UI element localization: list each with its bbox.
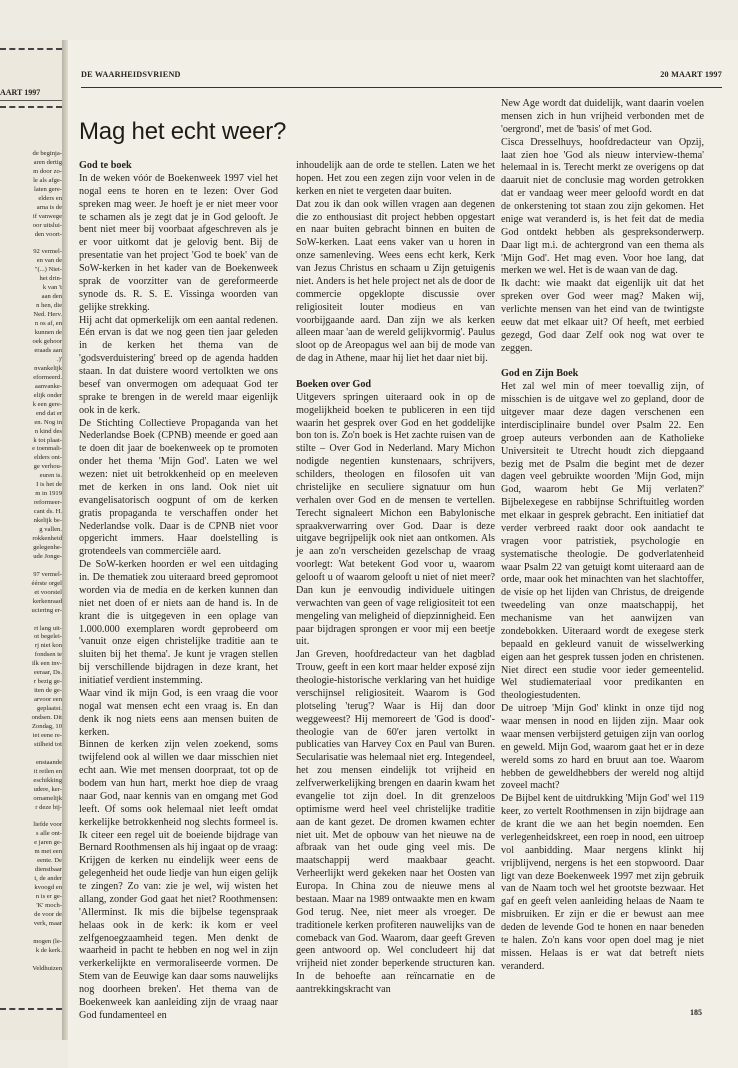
previous-page-line: ot begelei- — [33, 633, 62, 641]
paragraph: Jan Greven, hoofdredacteur van het dagblad Trouw, geeft in een kort maar helder exposé zijn theologie-historische verklaring van het huidige verschijnsel religiositeit. Waarom is God plotseling 'terug'? Waar is Hij dan door weggeweest? Hij memoreert de 'God is dood'-theologie van de 60'er jaren vertolkt in publicaties van Harvey Cox en Paul van Buren. Secularisatie was helemaal niet erg. Integendeel, het zou mensen eindelijk tot vrijheid en zelfverwerkelijking brengen en daarin kwam het evangelie tot zijn doel. In dit grenzeloos optimisme werd heel veel christelijke traditie aan de kant gezet. De dromen kwamen echter niet uit. Met de opbouw van het nieuwe na de afbraak van het oude ging veel mis. De maatschappij werd maakbaar geacht. Verheerlijkt werd gekeken naar het Oosten van Europa. In China zou de nieuwe mens al bestaan. Maar na 1989 ontwaakte men en kwam God terug. Nee, niet meer als vroeger. De traditionele kerken profiteren nauwelijks van de comeback van God. Waarom, daar geeft Greven geen antwoord op. Wel concludeert hij dat vrijheid niet zonder beperkende structuren kan. In de behoefte aan reïncarnatie en de aantrekkingskracht van — [296, 649, 495, 995]
paragraph: De SoW-kerken hoorden er wel een uitdaging in. De thematiek zou uiteraard breed gepromoot worden via de media en de kerken kunnen dan niet net doen of er niets aan de hand is. In de krant die is uitgegeven in een oplage van 1.000.000 exemplaren wordt geprobeerd om 'vanuit onze eigen christelijke traditie aan te sluiten bij het thema'. Je kunt je vragen stellen bij verschillende bijdragen in deze krant, het initiatief verdient instemming. — [79, 559, 278, 686]
paragraph: Waar vind ik mijn God, is een vraag die voor nogal wat mensen echt een vraag is. En dan denk ik nog niets eens aan mensen buiten de kerken. — [79, 687, 278, 738]
previous-page-line: eraads aan — [34, 346, 62, 354]
previous-page-line: k een gere- — [32, 400, 62, 408]
previous-page-line: geplaatst. — [36, 705, 62, 713]
previous-page-line: arna is de — [36, 203, 62, 211]
previous-page-line: eente. De — [37, 857, 62, 865]
paragraph: De Stichting Collectieve Propaganda van het Nederlandse Boek (CPNB) meende er goed aan te doen dit jaar de boekenweek op te promoten onder het thema 'Mijn God'. Laten we wel wezen: niet uit betrokkenheid op en meeleven met de kerken in ons land. Ook niet uit evangelisatorisch oogpunt of om de kerken gratis propaganda te verschaffen onder het Nederlandse volk. Daar is de CPNB niet voor opgericht immers. Haar doelstelling is grotendeels van commerciële aard. — [79, 417, 278, 558]
previous-page-header: AART 1997 — [0, 88, 41, 97]
magazine-name: DE WAARHEIDSVRIEND — [81, 70, 181, 79]
header-rule — [81, 87, 722, 88]
previous-page-line: n is er ge- — [35, 893, 62, 901]
previous-page-line: elders ont- — [33, 454, 62, 462]
previous-page-line: ge verhou- — [33, 463, 62, 471]
previous-page-line: éérste orgel — [31, 579, 62, 587]
paragraph-gap — [296, 366, 495, 379]
previous-page-line: et voorstel — [34, 588, 62, 596]
previous-page-line: nvankelijk — [34, 364, 62, 372]
paragraph-gap — [501, 356, 704, 369]
previous-page-line: Veldhuizen — [32, 964, 62, 972]
previous-page-line: iet eene re- — [32, 731, 62, 739]
issue-date: 20 MAART 1997 — [660, 70, 722, 79]
previous-page-line: k van 't — [42, 284, 62, 292]
previous-page-line: iten de ge- — [34, 687, 62, 695]
previous-page-line: oor uitslui- — [32, 221, 62, 229]
previous-page-line: euren is. — [39, 472, 62, 480]
previous-page-line: n os af, en — [34, 320, 62, 328]
previous-page-line: Zondag, 10 — [31, 723, 62, 730]
previous-page-line: nkelijk be- — [33, 517, 62, 525]
paragraph: Binnen de kerken zijn velen zoekend, soms twijfelend ook al willen we daar misschien niet echt aan. Wie met mensen doorpraat, tot op de bodem van hun hart, merkt hoe diep de vraag naar God, naar kennis van en omgang met God leeft. Of soms ook helemaal niet leeft omdat kerkelijke betrokkenheid nog slechts formeel is. Ik citeer een regel uit de boeiende bijdrage van Bernard Roothmensen als hij ingaat op de vraag: Krijgen de kerken nu eindelijk weer eens de gelegenheid het oude liedje van hun eigen gelijk te zingen? Zo van: zie je wel, wij wisten het allang, zonder God gaat het niet? Roothmensen: 'Allerminst. Ik mis die bijbelse tegenspraak helaas ook in de kerk: ik kom er veel zelfgenoegzaamheid tegen. Men denkt de waarheid in pacht te hebben en nog wel in zijn verkerkelijkte en vermoraliseerde vormen. De Stem van de Eeuwige kan daar soms nauwelijks nog doorheen breken'. Het thema van de Boekenweek kan aanleiding zijn de vraag naar God fundamenteel en — [79, 739, 278, 1021]
previous-page-line: mogen (le- — [33, 937, 62, 945]
previous-page-line: k tot plaat- — [33, 436, 62, 444]
previous-page-line: aanvanke- — [34, 382, 62, 390]
article-title: Mag het echt weer? — [79, 118, 287, 145]
previous-page-line: m door zo- — [33, 167, 62, 175]
previous-page-line: enstaande — [36, 758, 62, 766]
previous-page-line: n kind des — [34, 427, 62, 435]
previous-page-line: fondsen te — [34, 651, 62, 659]
paragraph: De Bijbel kent de uitdrukking 'Mijn God' wel 119 keer, zo vertelt Roothmensen in zijn bijdrage aan de krant die we aan het begin noemden. Een verlegenheidskreet, een roep in nood, een uitroep vol aanbidding. Maar nergens klinkt hij vrijblijvend, nergens is het een stopwoord. Daar ligt van deze Boekenweek 1997 met zijn gebruik van de Naam toch wel het grootste bezwaar. Het gaf en geeft velen aanleiding helaas de Naam te misbruiken. Er zijn er die er bewust aan mee deden de levende God te honen en naar beneden te halen. Zo'n kans voor open doel mag je niet missen. Helaas is er wat dat betreft niets veranderd. — [501, 793, 704, 972]
paragraph: In de weken vóór de Boekenweek 1997 viel het nogal eens te horen en te lezen: Over God spreken mag weer. Je hoeft je er niet meer voor te schamen als je zegt dat je in God gelooft. Je bent niet meer bij voorbaat afgeschreven als je er voor uitkomt dat je gelovig bent. Bij de presentatie van het project 'God te boek' van de SoW-kerken in het kader van de Boekenweek sprak de voorzitter van de gereformeerde synode ds. R. S. E. Vissinga woorden van gelijke strekking. — [79, 172, 278, 313]
previous-page-line: dienstbaar — [34, 866, 62, 874]
running-head — [81, 70, 722, 86]
previous-page-line: Ned. Herv. — [33, 311, 62, 319]
previous-page-line: het drin- — [39, 275, 62, 283]
previous-page-line: verk, maar — [33, 919, 62, 927]
previous-page-line: ondsen. Dit — [31, 714, 62, 722]
previous-page-line: eeraar, Ds. — [33, 669, 62, 677]
previous-page-line: ilk een inv- — [31, 660, 62, 668]
dashed-rule — [0, 1008, 62, 1010]
previous-page-line: m met een — [34, 848, 62, 856]
section-heading: Boeken over God — [296, 378, 372, 390]
previous-page-line: eformeerd. — [33, 373, 62, 381]
paragraph: New Age wordt dat duidelijk, want daarin voelen mensen zich in hun vrijheid verbonden met de 'oergrond', met de 'basis' of met God. — [501, 98, 704, 135]
magazine-page — [68, 40, 738, 1068]
previous-page-line: kvoogd en — [34, 884, 62, 892]
previous-page-line: gelegenhe- — [33, 543, 62, 551]
header-rule — [0, 100, 62, 101]
previous-page-line: aan den — [41, 293, 62, 301]
previous-page-line: rj niet kon — [34, 642, 62, 650]
article-column-1 — [79, 160, 278, 1023]
previous-page-line: oek gehoor — [32, 338, 62, 346]
previous-page-line — [0, 750, 62, 759]
paragraph: Ik dacht: wie maakt dat eigenlijk uit dat het spreken over God weer mag? Maken wij, verlichte mensen van het eind van de twintigste eeuw dat met elkaar uit? Of heeft, met eerbied gezegd, God daar Zelf ook nog wat over te zeggen. — [501, 278, 704, 354]
previous-page-line: 97 vermel- — [33, 570, 62, 578]
previous-page-line: k de kerk. — [35, 946, 62, 954]
previous-page-line: 92 vermel- — [33, 248, 62, 256]
previous-page-line: udere, ker- — [33, 785, 62, 793]
previous-page-line: kunnen de — [34, 329, 62, 337]
previous-page-line — [0, 240, 62, 249]
paragraph: Cisca Dresselhuys, hoofdredacteur van Opzij, laat zien hoe 'God als nieuw interview-thema' helemaal in is. Terecht merkt ze overigens op dat daaruit niet de conclusie mag worden getrokken dat er vandaag weer meer geloofd wordt en dat de onkerstening tot staan zou zijn gekomen. Het enige wat veranderd is, is het feit dat de media God ontdekt hebben als gespreksonderwerp. Daar ligt m.i. de achtergrond van een thema als 'Mijn God'. Het mag even. Voor hoe lang, dat merken we wel. Het is de waan van de dag. — [501, 136, 704, 277]
paragraph: Uitgevers springen uiteraard ook in op de mogelijkheid boeken te publiceren in een tijd waarin het gesprek over God en het goddelijke bon ton is. Zo'n boek is Het zachte ruisen van de stilte – Over God in Nederland. Mary Michon nodigde negentien kunstenaars, schrijvers, schilders, theologen en filosofen uit van christelijke en seculiere signatuur om hun verhalen over God en de mensen te vertellen. Terecht signaleert Michon een Babylonische spraakverwarring over God. Daar is deze uitgave begrijpelijk ook niet aan ontkomen. Als je aan zo'n verscheiden gezelschap de vraag voorlegt: Wat betekent God voor u, waarom gelooft u of waarom gelooft u niet of niet meer? Dan kun je eenvoudig individuele uitingen verwachten van geen of vage religiositeit tot een mengeling van meligheid of diepzinnigheid. Een paar bijdragen sprongen er voor mij een beetje uit. — [296, 391, 495, 648]
previous-page-line: en van de — [36, 257, 62, 265]
previous-page-line: cant ds. H. — [33, 508, 62, 516]
previous-page-line: .)' — [56, 355, 62, 363]
previous-page-line: r bezig ge- — [33, 678, 62, 686]
paragraph: inhoudelijk aan de orde te stellen. Laten we het hopen. Het zou een zegen zijn voor velen in de kerken en niet te vergeten daar buiten. — [296, 160, 495, 197]
previous-page-line — [0, 956, 62, 965]
article-column-3 — [501, 98, 704, 974]
previous-page-line: m in 1919 — [35, 490, 62, 498]
previous-page-line: end dat er — [36, 409, 62, 417]
previous-page-line: I is het de — [36, 481, 62, 489]
dashed-rule — [0, 106, 62, 108]
previous-page-line — [0, 562, 62, 571]
paragraph: Hij acht dat opmerkelijk om een aantal redenen. Eén ervan is dat we nog geen tien jaar geleden in de kerken het thema van de 'godsverduistering' breed op de agenda hadden staan. In dat duistere woord vertolkten we ons besef van onvermogen om adequaat God ter sprake te brengen in de wereld maar eigenlijk ook in de kerk. — [79, 314, 278, 416]
paragraph: De uitroep 'Mijn God' klinkt in onze tijd nog waar mensen in nood en lijden zijn. Maar ook waar mensen verbijsterd getuigen zijn van oorlog en geweld. Mijn God, waarom gaat het er in deze wereld soms zo hard en bruut aan toe. Waarom hebben de geweldhebbers der wereld nog altijd zoveel macht? — [501, 703, 704, 792]
previous-page-line: if vanwege — [32, 212, 62, 220]
previous-page-text — [0, 150, 62, 974]
previous-page-line: de beginja- — [32, 150, 62, 157]
previous-page-line — [0, 616, 62, 625]
previous-page-line: eschikking — [33, 776, 62, 784]
previous-page-line: elders en — [38, 194, 62, 202]
previous-page-line: g vallen. — [39, 526, 62, 534]
previous-page-line: s alle ont- — [35, 830, 62, 838]
previous-page-line — [0, 929, 62, 938]
previous-page-line: uciering er- — [31, 606, 62, 614]
previous-page-line: liefde voor — [33, 821, 62, 829]
previous-page-line: de voor de — [34, 911, 62, 919]
previous-page-fragment — [0, 40, 63, 1040]
previous-page-line: 'K' moch- — [36, 902, 62, 910]
previous-page-line: stilheid tot — [33, 740, 62, 748]
page-number: 185 — [690, 1008, 702, 1017]
previous-page-line: rt lang uit- — [34, 624, 62, 632]
article-column-2 — [296, 160, 495, 997]
dashed-rule — [0, 48, 62, 50]
previous-page-line: "(...) Niet- — [34, 266, 62, 274]
previous-page-line: kerkenraad — [32, 597, 62, 605]
previous-page-line: it reilen en — [33, 767, 62, 775]
previous-page-line: e toenmali- — [32, 445, 62, 453]
previous-page-line: le als afge- — [33, 176, 62, 184]
previous-page-line: arvoor een — [33, 696, 62, 704]
section-heading: God te boek — [79, 160, 132, 171]
paragraph: Het zal wel min of meer toevallig zijn, of misschien is de uitgave wel zo gepland, door de uitgever maar deze dagen verschenen een interdisciplinaire bundel over Psalm 22. Een groep auteurs verbonden aan de Katholieke Universiteit te Utrecht houdt zich diepgaand bezig met de Psalm die begint met de dezer dagen veel gebruikte woorden 'Mijn God, mijn God, waarom hebt Ge Mij verlaten?' Bijbelexegese en rabbijnse Schriftuitleg worden met elkaar in gesprek gebracht. Een initiatief dat verder verbreed raakt door ook aandacht te vragen voor patristiek, psychologie en systematische theologie. De godverlatenheid waar Psalm 22 van getuigt komt uiteraard aan de orde, maar ook het minachten van het slachtoffer, de visie op het lijden van Christus, de dreigende tweedeling van onze maatschappij, het mechanisme van het aanwijzen van zondebokken. Uiteraard wordt de exegese sterk bepaald en gekleurd vanuit de wisselwerking eigen aan het gesprek tussen joden en christenen. Niet direct een studie voor ieder gemeentelid. Wel studiemateriaal voor predikanten en theologiestudenten. — [501, 381, 704, 702]
previous-page-line: aren dertig — [33, 158, 62, 166]
previous-page-line: den voort- — [34, 230, 62, 238]
previous-page-line: laten gere- — [33, 185, 62, 193]
previous-page-line: elijk onder — [33, 391, 62, 399]
section-heading: God en Zijn Boek — [501, 368, 579, 380]
previous-page-line: rokkenheid — [32, 534, 62, 542]
paragraph: Dat zou ik dan ook willen vragen aan degenen die zo enthousiast dit project hebben opgestart en naar buiten gebracht binnen en buiten de SoW-kerken. Laat eens vaker van u horen in onze samenleving. Wees eens echt kerk, Kerk van Jezus Christus en schaam u Zijn getuigenis niet. Anders is het hele project net als de door de commercie opgeklopte discussie over religiositeit louter modieus en van voorbijgaande aard. Dan zijn we als kerken alleen maar 'aan de wereld gelijkvormig'. Paulus sloot op de Areopagus wel aan bij de mode van de dag in Athene, maar hij liet het daar niet bij. — [296, 198, 495, 365]
previous-page-line: ude Jonge- — [33, 552, 62, 560]
previous-page-line: ornamelijk — [33, 794, 62, 802]
previous-page-line: r deze bij- — [35, 803, 62, 811]
previous-page-line — [0, 813, 62, 822]
previous-page-line: e jaren ge- — [34, 839, 62, 847]
previous-page-line: n hen, die — [36, 302, 62, 310]
previous-page-line: en. Nog in — [34, 418, 62, 426]
previous-page-line: t, de ander — [34, 875, 62, 883]
previous-page-line: reformeer- — [33, 499, 62, 507]
